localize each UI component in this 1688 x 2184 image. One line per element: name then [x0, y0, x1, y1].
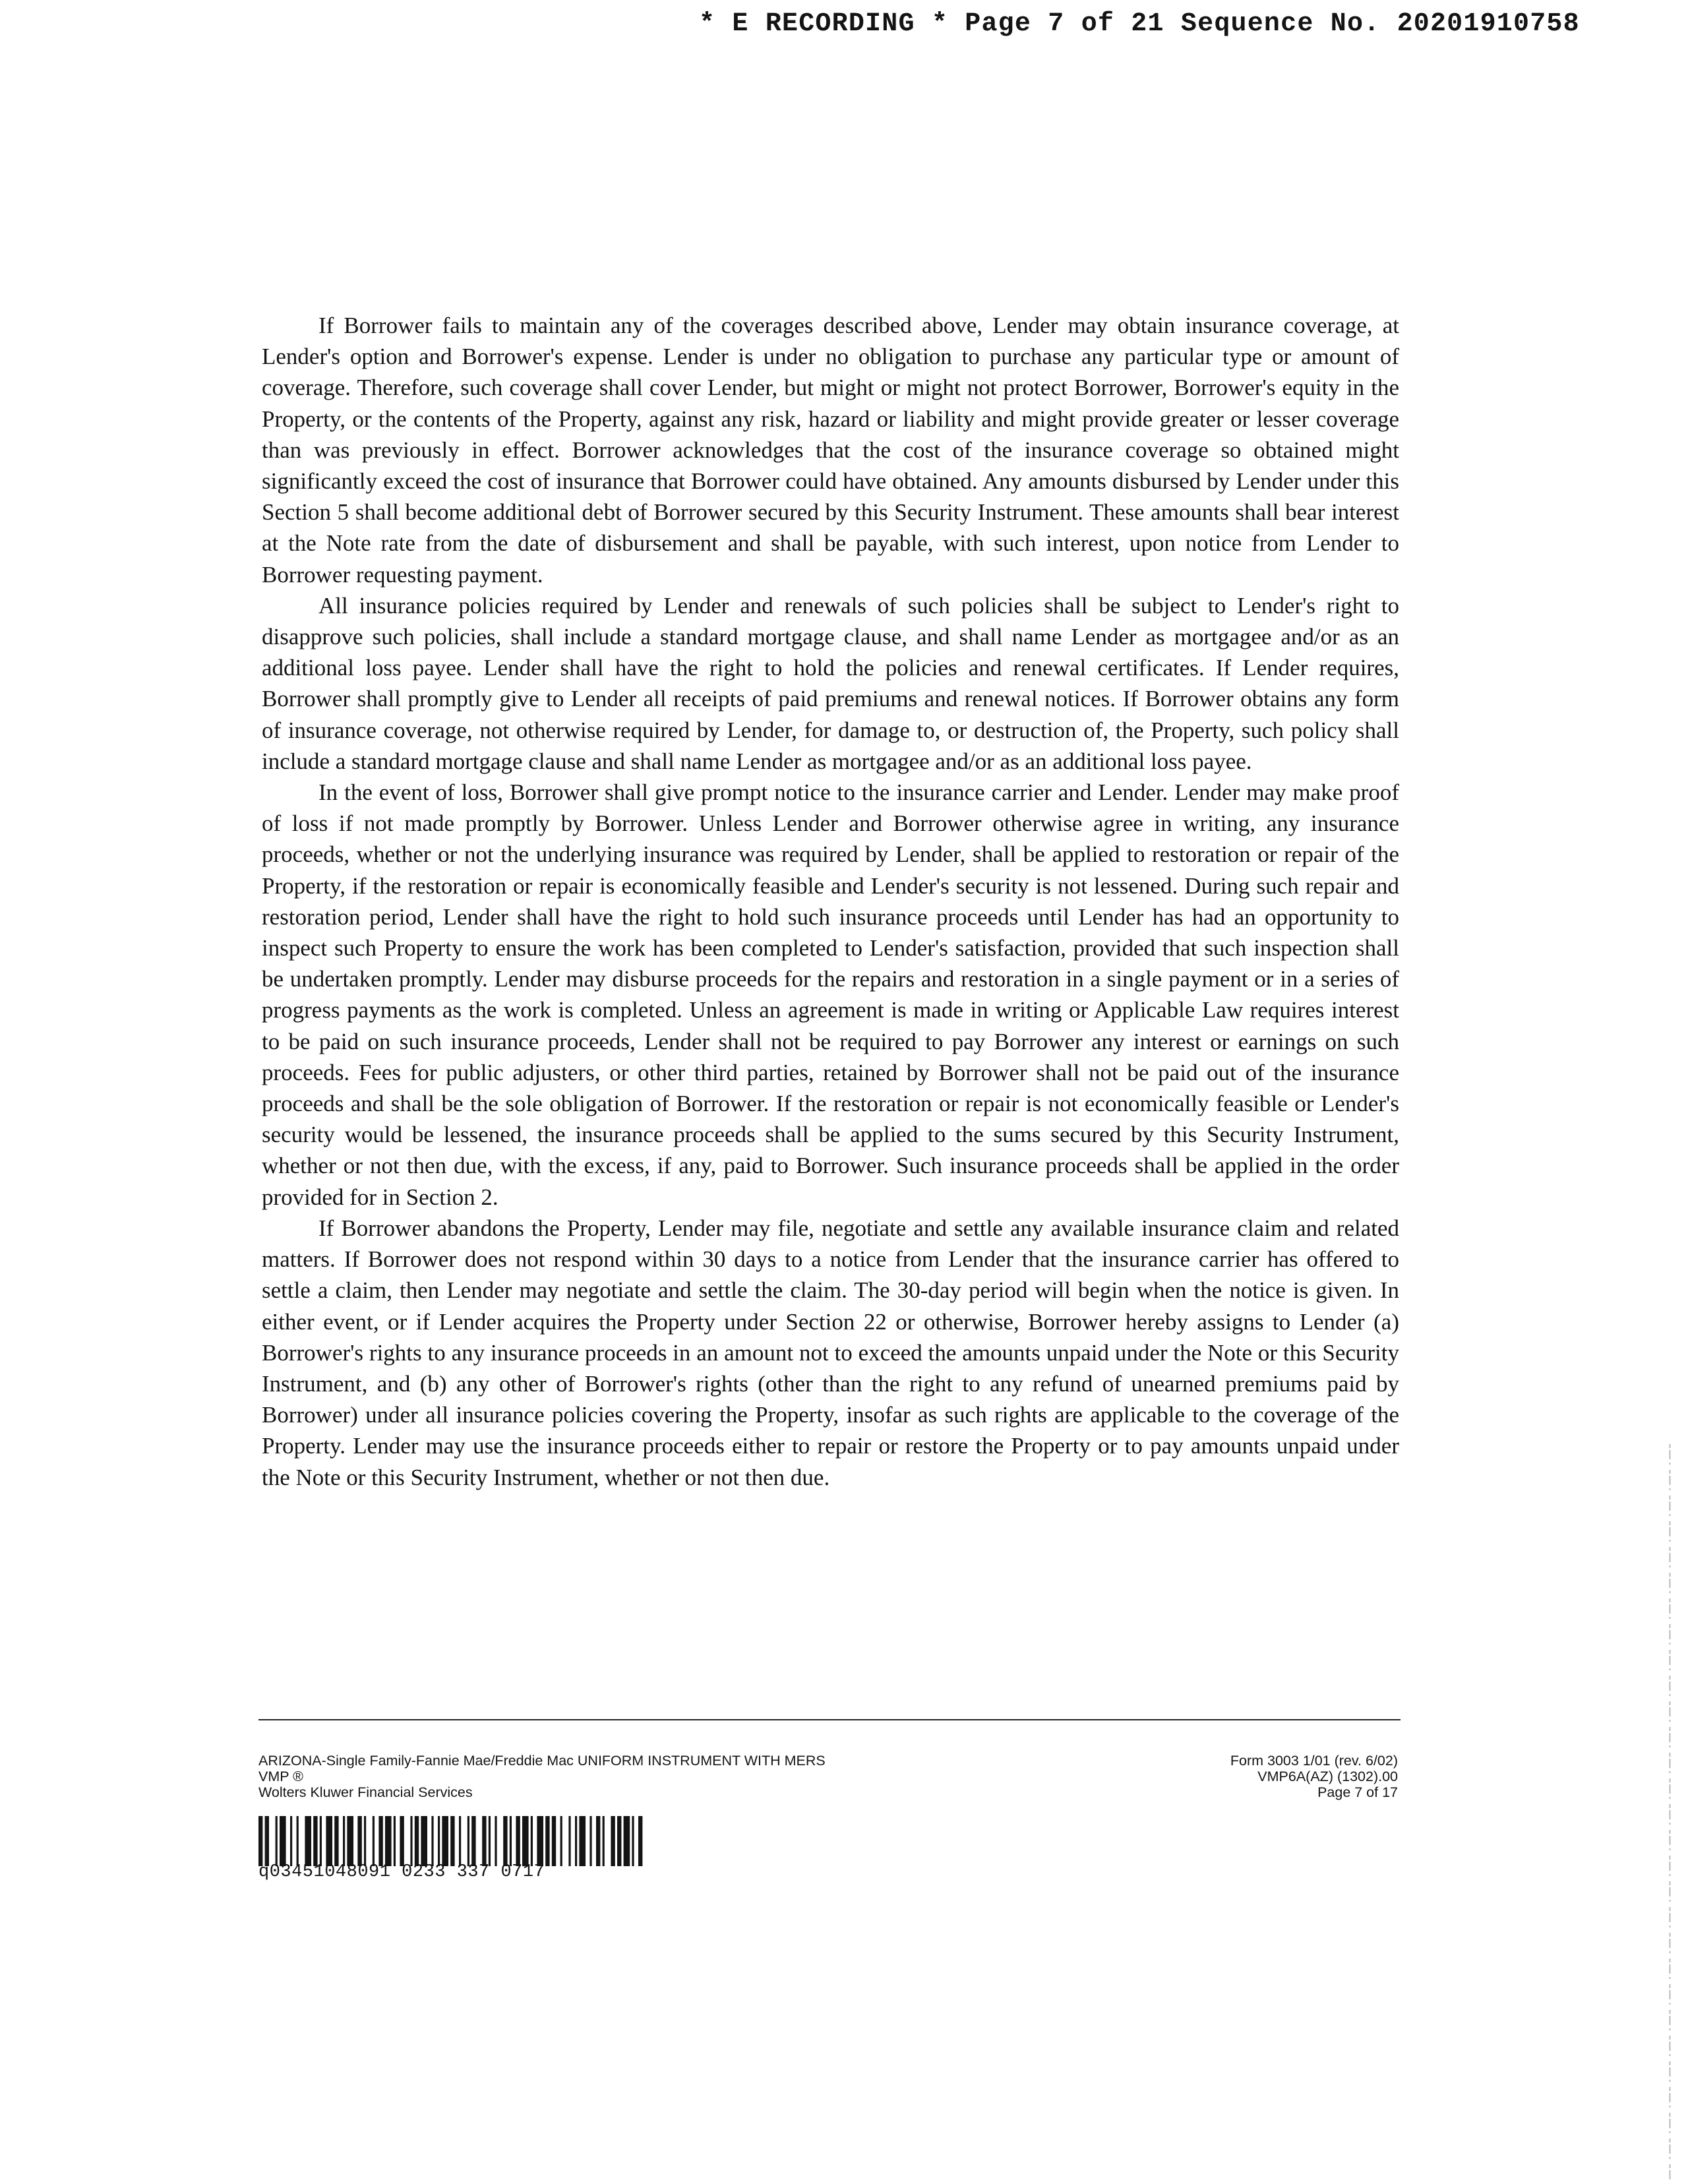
barcode-bar [560, 1816, 562, 1866]
barcode-bar [410, 1816, 412, 1866]
barcode-bar [290, 1816, 292, 1866]
barcode-graphic [258, 1816, 700, 1866]
footer-form-description [258, 1753, 984, 1800]
barcode-bar [632, 1816, 634, 1866]
barcode-bar [415, 1816, 419, 1866]
footer-instrument-title: ARIZONA-Single Family-Fannie Mae/Freddie Mac UNIFORM INSTRUMENT WITH MERS [258, 1753, 826, 1769]
barcode-bar [471, 1816, 475, 1866]
footer-divider [258, 1719, 1401, 1720]
barcode-bar [495, 1816, 497, 1866]
footer-vmp-code: VMP6A(AZ) (1302).00 [1257, 1769, 1398, 1784]
barcode-number: q03451048091 0233 337 0717 [258, 1862, 545, 1882]
barcode-bar [510, 1816, 512, 1866]
barcode-bar [276, 1816, 278, 1866]
barcode-bar [305, 1816, 311, 1866]
barcode-bar [568, 1816, 570, 1866]
barcode-bar [438, 1816, 440, 1866]
barcode-bar [364, 1816, 366, 1866]
barcode-bar [503, 1816, 507, 1866]
barcode-bar [431, 1816, 433, 1866]
barcode-bar [385, 1816, 392, 1866]
barcode-bar [516, 1816, 520, 1866]
barcode-bar [450, 1816, 454, 1866]
barcode-bar [522, 1816, 529, 1866]
barcode-bar [603, 1816, 605, 1866]
barcode-bar [320, 1816, 322, 1866]
paragraph-abandonment: If Borrower abandons the Property, Lender may file, negotiate and settle any available insurance claim and related matters. If Borrower does not respond within 30 days to a notice from Lender that the insurance carrier has offered to settle a claim, then Lender may negotiate and settle the claim. The 30-day period will begin when the notice is given. In either event, or if Lender acquires the Property under Section 22 or otherwise, Borrower hereby assigns to Lender (a) Borrower's rights to any insurance proceeds in an amount not to exceed the amounts unpaid under the Note or this Security Instrument, and (b) any other of Borrower's rights (other than the right to any refund of unearned premiums paid by Borrower) under all insurance policies covering the Property, insofar as such rights are applicable to the coverage of the Property. Lender may use the insurance proceeds either to repair or restore the Property or to pay amounts unpaid under the Note or this Security Instrument, whether or not then due. [262, 1215, 1399, 1490]
paragraph-event-of-loss: In the event of loss, Borrower shall give prompt notice to the insurance carrier and Lender. Lender may make proof of loss if not made promptly by Borrower. Unless Lender and Borrower otherwise agree in writing, any insurance proceeds, whether or not the underlying insurance was required by Lender, shall be applied to restoration or repair of the Property, if the restoration or repair is economically feasible and Lender's security is not lessened. During such repair and restoration period, Lender shall have the right to hold such insurance proceeds until Lender has had an opportunity to inspect such Property to ensure the work has been completed to Lender's satisfaction, provided that such inspection shall be undertaken promptly. Lender may disburse proceeds for the repairs and restoration in a single payment or in a series of progress payments as the work is completed. Unless an agreement is made in writing or Applicable Law requires interest to be paid on such insurance proceeds, Lender shall not be required to pay Borrower any interest or earnings on such proceeds. Fees for public adjusters, or other third parties, retained by Borrower shall not be paid out of the insurance proceeds and shall be the sole obligation of Borrower. If the restoration or repair is not economically feasible or Lender's security would be lessened, the insurance proceeds shall be applied to the sums secured by this Security Instrument, whether or not then due, with the excess, if any, paid to Borrower. Such insurance proceeds shall be applied in the order provided for in Section 2. [262, 779, 1399, 1210]
barcode-bar [258, 1816, 262, 1866]
barcode-bar [482, 1816, 486, 1866]
barcode-bar [624, 1816, 630, 1866]
barcode-bar [489, 1816, 491, 1866]
paragraph-insurance-coverage: If Borrower fails to maintain any of the coverages described above, Lender may obtain insurance coverage, at Lender's option and Borrower's expense. Lender is under no obligation to purchase any particular type or amount of coverage. Therefore, such coverage shall cover Lender, but might or might not protect Borrower, Borrower's equity in the Property, or the contents of the Property, against any risk, hazard or liability and might provide greater or lesser coverage than was previously in effect. Borrower acknowledges that the cost of the insurance coverage so obtained might significantly exceed the cost of insurance that Borrower could have obtained. Any amounts disbursed by Lender under this Section 5 shall become additional debt of Borrower secured by this Security Instrument. These amounts shall bear interest at the Note rate from the date of disbursement and shall be payable, with such interest, upon notice from Lender to Borrower requesting payment. [262, 313, 1399, 588]
barcode-bar [552, 1816, 556, 1866]
paragraph-insurance-policies: All insurance policies required by Lender and renewals of such policies shall be subject to Lender's right to disapprove such policies, shall include a standard mortgage clause, and shall name Lender as mortgagee and/or as an additional loss payee. Lender shall have the right to hold the policies and renewal certificates. If Lender requires, Borrower shall promptly give to Lender all receipts of paid premiums and renewal notices. If Borrower obtains any form of insurance coverage, not otherwise required by Lender, for damage to, or destruction of, the Property, such policy shall include a standard mortgage clause and shall name Lender as mortgagee and/or as an additional loss payee. [262, 592, 1399, 774]
barcode-bar [357, 1816, 361, 1866]
barcode-bar [459, 1816, 461, 1866]
barcode-bar [394, 1816, 396, 1866]
footer-publisher: Wolters Kluwer Financial Services [258, 1784, 473, 1800]
recording-header: * E RECORDING * Page 7 of 21 Sequence No. 20201910758 [699, 9, 1580, 39]
barcode-bar [638, 1816, 642, 1866]
barcode-bar [297, 1816, 299, 1866]
barcode-bar [421, 1816, 427, 1866]
barcode-bar [343, 1816, 345, 1866]
barcode-bar [617, 1816, 621, 1866]
barcode-bar [373, 1816, 375, 1866]
barcode-bar [537, 1816, 543, 1866]
footer-vmp-mark: VMP ® [258, 1769, 304, 1784]
barcode-bar [265, 1816, 269, 1866]
footer-form-number: Form 3003 1/01 (rev. 6/02) [1230, 1753, 1398, 1769]
barcode-bar [531, 1816, 533, 1866]
document-body [262, 310, 1399, 1493]
barcode-bar [378, 1816, 382, 1866]
barcode-bar [442, 1816, 448, 1866]
barcode-bar [313, 1816, 317, 1866]
scan-edge-artifact [1669, 1444, 1671, 2183]
barcode-bar [280, 1816, 286, 1866]
barcode-bar [596, 1816, 600, 1866]
footer-page-number: Page 7 of 17 [1317, 1784, 1398, 1800]
barcode-bar [575, 1816, 577, 1866]
barcode-bar [326, 1816, 332, 1866]
barcode-bar [579, 1816, 586, 1866]
barcode-bar [347, 1816, 353, 1866]
barcode-bar [467, 1816, 469, 1866]
barcode-bar [545, 1816, 549, 1866]
barcode-bar [400, 1816, 404, 1866]
barcode-bar [589, 1816, 591, 1866]
barcode-bar [334, 1816, 338, 1866]
barcode-bar [611, 1816, 615, 1866]
footer-form-info [1055, 1753, 1398, 1800]
